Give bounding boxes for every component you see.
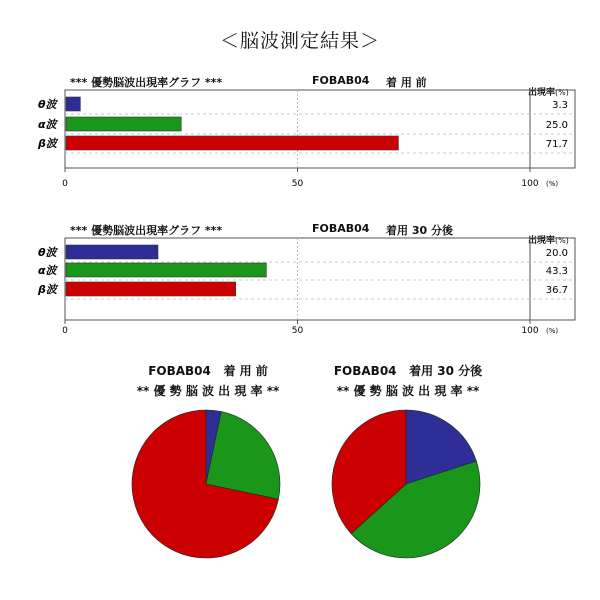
category-label: θ波 (38, 98, 57, 111)
x-tick-label: 100 (521, 326, 539, 336)
pie-subtitle-before: ** 優 勢 脳 波 出 現 率 ** (136, 384, 280, 398)
condition-label: 着 用 前 (386, 76, 427, 89)
bar-theta (66, 97, 80, 111)
category-label: θ波 (38, 246, 57, 259)
subject-id: FOBAB04 (312, 222, 370, 235)
value-label: 43.3 (545, 266, 568, 277)
bar-beta (66, 282, 236, 296)
x-axis-unit: (%) (546, 327, 559, 335)
x-tick-label: 50 (291, 179, 304, 189)
x-tick-label: 100 (521, 179, 539, 189)
bar-chart-heading: *** 優勢脳波出現率グラフ *** (70, 76, 223, 89)
pie-title-before: FOBAB04 着 用 前 (148, 364, 268, 378)
pie-subtitle-after: ** 優 勢 脳 波 出 現 率 ** (336, 384, 480, 398)
category-label: β波 (38, 283, 57, 296)
condition-label: 着用 30 分後 (386, 224, 453, 237)
bar-theta (66, 245, 158, 259)
rate-column-header: 出現率(%) (528, 88, 569, 98)
pie-title-after: FOBAB04 着用 30 分後 (333, 364, 483, 378)
value-label: 3.3 (552, 100, 568, 111)
bar-alpha (66, 117, 181, 131)
x-axis-unit: (%) (546, 180, 559, 188)
x-tick-label: 50 (291, 326, 304, 336)
page-title: ＜脳波測定結果＞ (219, 30, 380, 52)
rate-column-header: 出現率(%) (528, 236, 569, 246)
bar-chart-heading: *** 優勢脳波出現率グラフ *** (70, 224, 223, 237)
value-label: 25.0 (545, 120, 568, 131)
x-tick-label: 0 (62, 326, 68, 336)
value-label: 71.7 (545, 139, 568, 150)
value-label: 36.7 (545, 285, 568, 296)
value-label: 20.0 (545, 248, 568, 259)
bar-beta (66, 136, 398, 150)
x-tick-label: 0 (62, 179, 68, 189)
category-label: α波 (38, 118, 57, 131)
category-label: α波 (38, 264, 57, 277)
category-label: β波 (38, 137, 57, 150)
subject-id: FOBAB04 (312, 74, 370, 87)
bar-alpha (66, 263, 266, 277)
